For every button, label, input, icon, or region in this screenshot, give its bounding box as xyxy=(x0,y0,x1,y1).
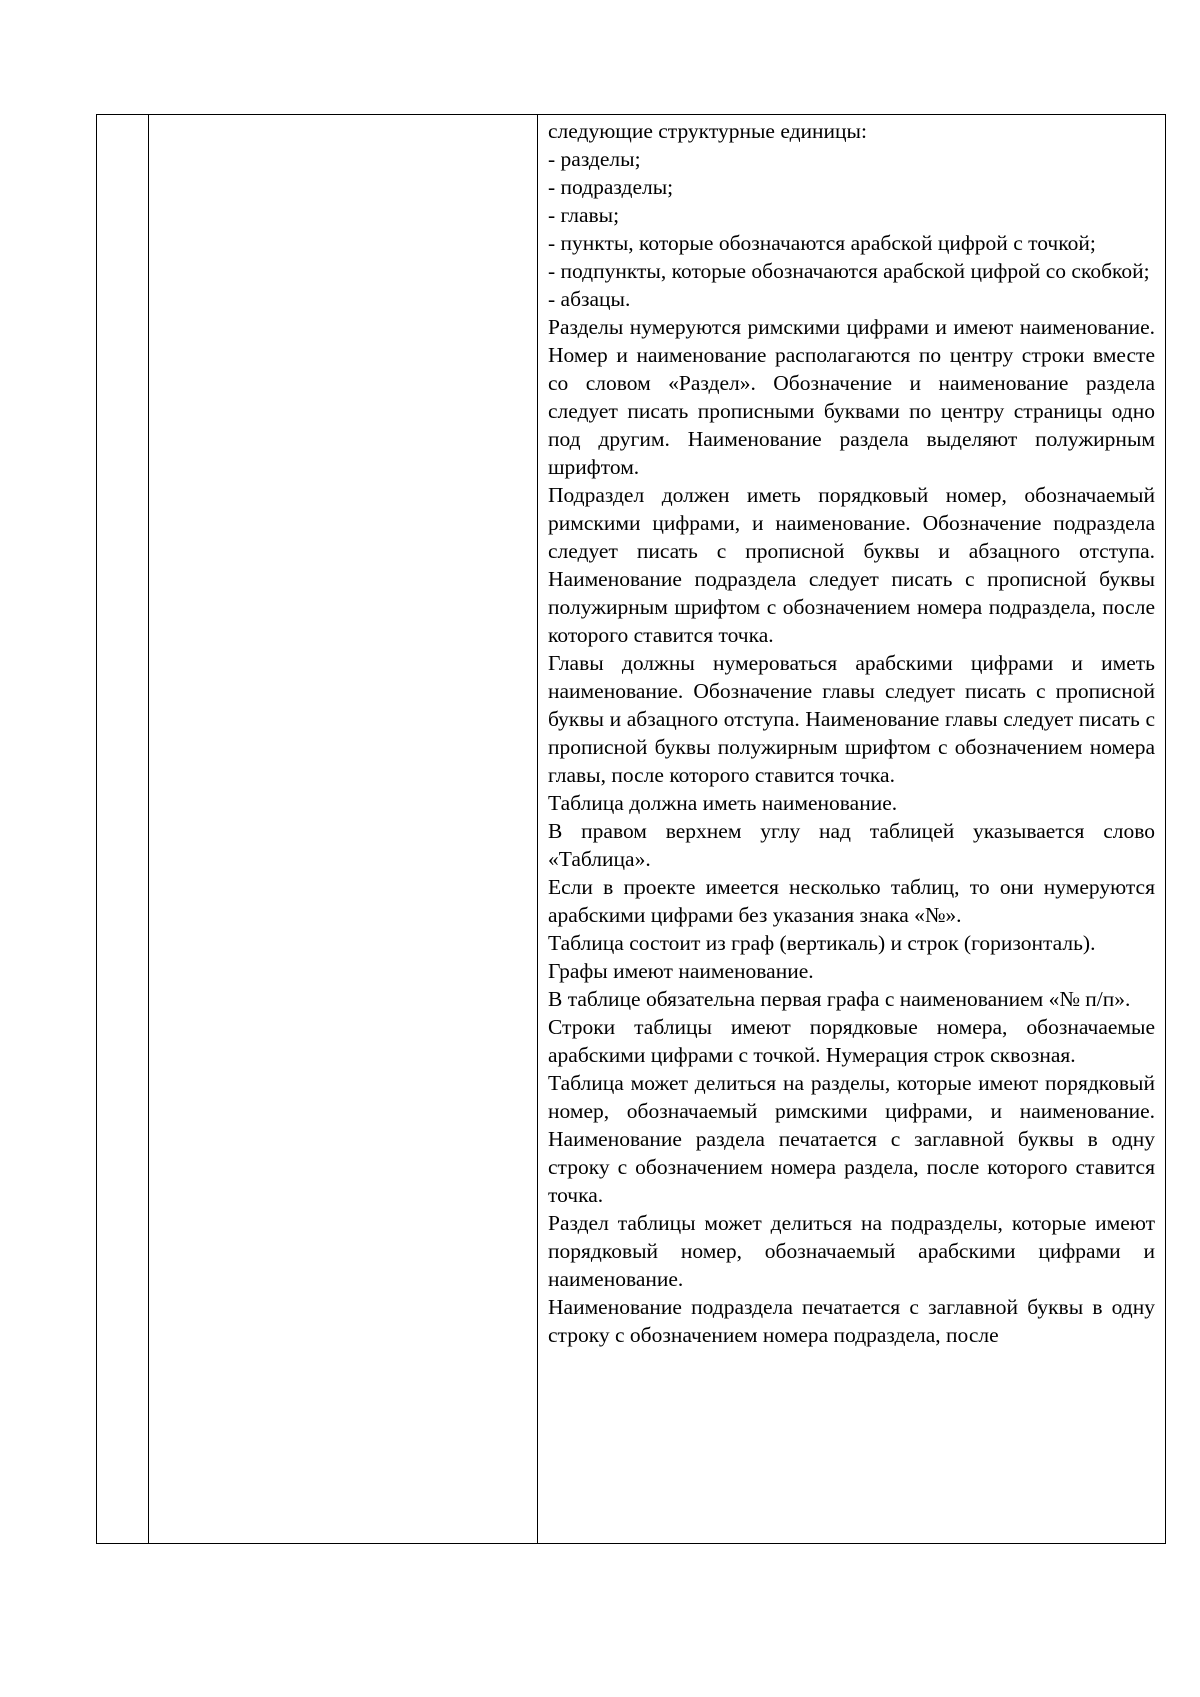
paragraph: Таблица может делиться на разделы, которые имеют порядковый номер, обозначаемый римскими цифрами, и наименование. Наименование раздела печатается с заглавной буквы в одну строку с обозначением номера раздела, после которого ставится точка. xyxy=(548,1071,1155,1207)
paragraph: Таблица должна иметь наименование. xyxy=(548,791,898,815)
paragraph: Графы имеют наименование. xyxy=(548,959,814,983)
paragraph: Разделы нумеруются римскими цифрами и имеют наименование. Номер и наименование располагаются по центру строки вместе со словом «Раздел». Обозначение и наименование раздела следует писать прописными буквами по центру страницы одно под другим. Наименование раздела выделяют полужирным шрифтом. xyxy=(548,315,1155,479)
paragraph: Подраздел должен иметь порядковый номер, обозначаемый римскими цифрами, и наименование. Обозначение подраздела следует писать с прописной буквы и абзацного отступа. Наименование подраздела следует писать с прописной буквы полужирным шрифтом с обозначением номера подраздела, после которого ставится точка. xyxy=(548,483,1155,647)
list-item: - подразделы; xyxy=(548,175,674,199)
paragraph: Строки таблицы имеют порядковые номера, обозначаемые арабскими цифрами с точкой. Нумерация строк сквозная. xyxy=(548,1015,1155,1067)
paragraph: Таблица состоит из граф (вертикаль) и строк (горизонталь). xyxy=(548,931,1096,955)
paragraph: Главы должны нумероваться арабскими цифрами и иметь наименование. Обозначение главы следует писать с прописной буквы и абзацного отступа. Наименование главы следует писать с прописной буквы полужирным шрифтом с обозначением номера главы, после которого ставится точка. xyxy=(548,651,1155,787)
list-item: - разделы; xyxy=(548,147,641,171)
paragraph: В таблице обязательна первая графа с наименованием «№ п/п». xyxy=(548,987,1131,1011)
list-item: - пункты, которые обозначаются арабской цифрой с точкой; xyxy=(548,231,1096,255)
text-cell xyxy=(538,115,1166,1544)
number-cell xyxy=(97,115,149,1544)
document-table xyxy=(96,114,1166,1544)
table-row xyxy=(97,115,1166,1544)
list-item: - абзацы. xyxy=(548,287,631,311)
list-item: - подпункты, которые обозначаются арабской цифрой со скобкой; xyxy=(548,259,1150,283)
paragraph: Наименование подраздела печатается с заглавной буквы в одну строку с обозначением номера подраздела, после xyxy=(548,1295,1155,1347)
paragraph: Раздел таблицы может делиться на подразделы, которые имеют порядковый номер, обозначаемый арабскими цифрами и наименование. xyxy=(548,1211,1155,1291)
name-cell xyxy=(149,115,538,1544)
paragraph: В правом верхнем углу над таблицей указывается слово «Таблица». xyxy=(548,819,1155,871)
paragraph: Если в проекте имеется несколько таблиц, то они нумеруются арабскими цифрами без указания знака «№». xyxy=(548,875,1155,927)
list-item: - главы; xyxy=(548,203,620,227)
paragraph: следующие структурные единицы: xyxy=(548,119,867,143)
